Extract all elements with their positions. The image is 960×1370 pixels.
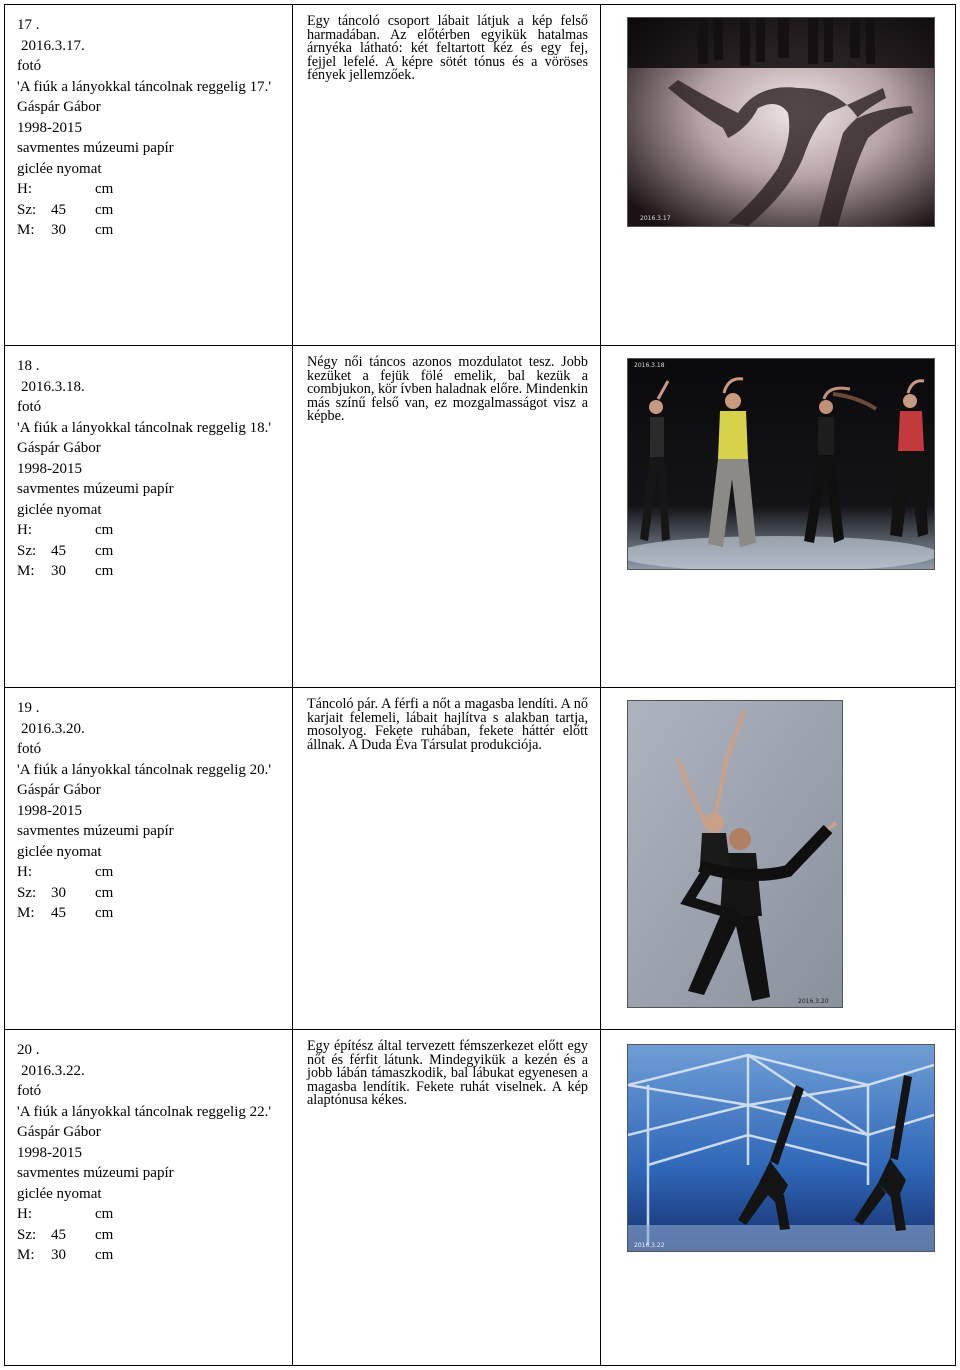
svg-text:2016.3.20: 2016.3.20 [798,998,829,1005]
item-date: 2016.3.22. [21,1062,85,1079]
metadata-cell [5,5,293,345]
width-line: Sz: 45 cm [17,1226,114,1243]
depth-line: M: 30 cm [17,222,114,238]
photo-cell [601,5,955,345]
item-description: Egy építész által tervezett fémszerkezet előtt egy nőt és férfit látunk. Mindegyikük a kezén és a jobb lábán támaszkodik, bal lábukat egyenesen a magasba lendítik. Fekete ruhát viselnek. A kép alaptónusa kékes. [307,1038,588,1109]
item-type: fotó [17,58,42,74]
photo-dancers-metal-structure-icon [627,1044,935,1252]
item-technique: giclée nyomat [17,501,102,518]
item-author: Gáspár Gábor [17,440,101,456]
width-line: Sz: 30 cm [17,884,114,901]
item-date: 2016.3.17. [21,37,85,54]
item-technique: giclée nyomat [17,1185,102,1202]
description-cell [293,346,601,687]
item-technique: giclée nyomat [17,843,102,860]
item-paper: savmentes múzeumi papír [17,1165,174,1181]
item-years: 1998-2015 [17,460,82,477]
height-line: H: cm [17,181,114,197]
svg-text:2016.3.22: 2016.3.22 [634,1242,665,1249]
metadata-cell [5,688,293,1029]
description-cell [293,1030,601,1365]
metadata-cell [5,346,293,687]
item-description: Négy női táncos azonos mozdulatot tesz. Jobb kezüket a fejük fölé emelik, bal kezük a combjukon, kör ívben haladnak előre. Mindenkin más színű felső van, ez mozgalmasságot visz a képbe. [307,354,588,425]
item-number: 17 . [17,17,40,33]
item-author: Gáspár Gábor [17,782,101,798]
photo-shadow-dancers-icon [627,17,935,227]
depth-line: M: 30 cm [17,1247,114,1263]
svg-text:2016.3.17: 2016.3.17 [640,215,671,222]
item-number: 20 . [17,1042,40,1058]
description-cell [293,688,601,1029]
height-line: H: cm [17,522,114,538]
catalog-table [4,4,956,1366]
depth-line: M: 45 cm [17,905,114,921]
item-years: 1998-2015 [17,119,82,136]
item-number: 18 . [17,358,40,374]
item-years: 1998-2015 [17,802,82,819]
description-cell [293,5,601,345]
item-type: fotó [17,741,42,757]
item-description: Táncoló pár. A férfi a nőt a magasba lendíti. A nő karjait felemeli, lábait hajlítva s alakban tartja, mosolyog. Fekete ruhában, fekete háttér előtt állnak. A Duda Éva Társulat produkciója. [307,696,588,753]
item-description: Egy táncoló csoport lábait látjuk a kép felső harmadában. Az előtérben egyikük hatalmas árnyéka látható: két feltartott kéz és egy fej, fejjel lefelé. A képre sötét tónus és a vöröses fények jellemzőek. [307,13,588,84]
item-years: 1998-2015 [17,1144,82,1161]
item-paper: savmentes múzeumi papír [17,823,174,839]
photo-four-dancers-icon [627,358,935,570]
catalog-row [5,345,955,687]
height-line: H: cm [17,1206,114,1222]
catalog-row [5,687,955,1029]
height-line: H: cm [17,864,114,880]
item-date: 2016.3.18. [21,378,85,395]
item-technique: giclée nyomat [17,160,102,177]
item-author: Gáspár Gábor [17,1124,101,1140]
catalog-row [5,5,955,345]
width-line: Sz: 45 cm [17,542,114,559]
item-number: 19 . [17,700,40,716]
photo-dancing-couple-icon [627,700,843,1008]
item-title: 'A fiúk a lányokkal táncolnak reggelig 20.' [17,761,272,778]
item-type: fotó [17,1083,42,1099]
item-title: 'A fiúk a lányokkal táncolnak reggelig 17.' [17,78,272,95]
item-paper: savmentes múzeumi papír [17,140,174,156]
item-type: fotó [17,399,42,415]
catalog-row [5,1029,955,1365]
item-author: Gáspár Gábor [17,99,101,115]
item-title: 'A fiúk a lányokkal táncolnak reggelig 18.' [17,419,272,436]
photo-cell [601,346,955,687]
width-line: Sz: 45 cm [17,201,114,218]
item-date: 2016.3.20. [21,720,85,737]
item-title: 'A fiúk a lányokkal táncolnak reggelig 22.' [17,1103,272,1120]
depth-line: M: 30 cm [17,563,114,579]
photo-cell [601,1030,955,1365]
item-paper: savmentes múzeumi papír [17,481,174,497]
svg-text:2016.3.18: 2016.3.18 [634,362,665,369]
metadata-cell [5,1030,293,1365]
photo-cell [601,688,955,1029]
